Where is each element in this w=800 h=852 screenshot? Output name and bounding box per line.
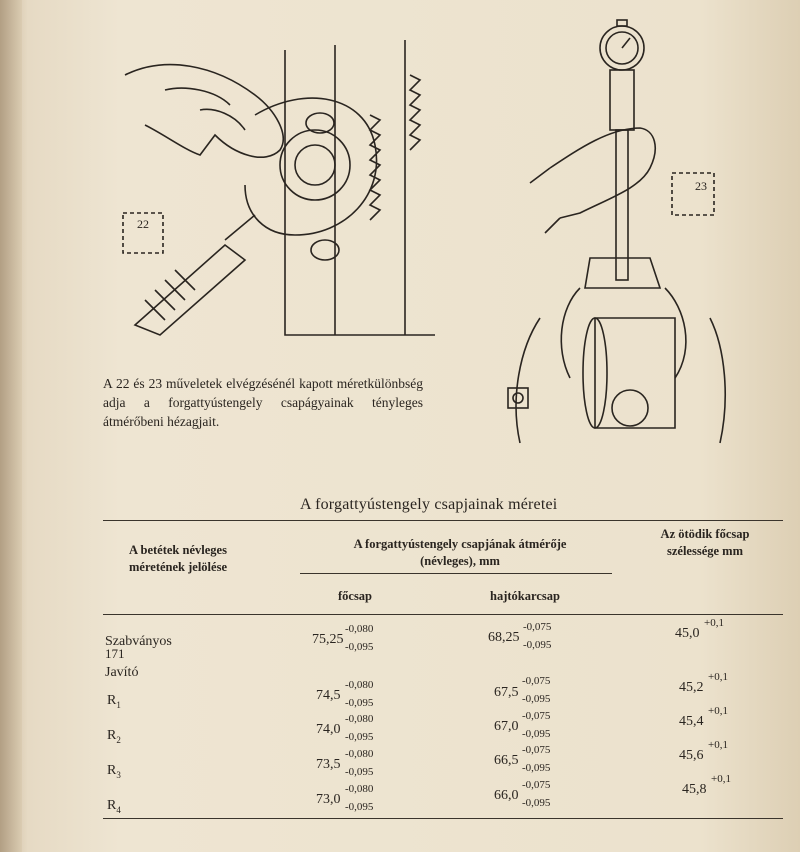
header-main-journal: főcsap bbox=[337, 589, 373, 603]
journal-width-value: 45,6 bbox=[679, 748, 704, 763]
main-journal-value: 75,25 bbox=[312, 632, 344, 647]
figure-23-label: 23 bbox=[695, 179, 707, 193]
figure-22-label: 22 bbox=[137, 217, 149, 231]
journal-width-value: 45,4 bbox=[679, 714, 704, 729]
main-journal-value: 73,0 bbox=[316, 792, 341, 807]
journal-width-tolerance: +0,1 bbox=[708, 739, 728, 751]
main-journal-value: 73,5 bbox=[316, 757, 341, 772]
row-label: $R_3$ bbox=[107, 763, 121, 780]
journal-width-value: 45,2 bbox=[679, 680, 704, 695]
row-label: $R_1$ bbox=[107, 693, 121, 710]
row-label: Szabványos bbox=[105, 634, 172, 649]
crankpin-value: 66,0 bbox=[494, 788, 519, 803]
header-bottom-rule bbox=[103, 614, 783, 615]
crankpin-tolerance: -0,075 -0,095 bbox=[522, 744, 551, 774]
crankpin-value: 68,25 bbox=[488, 630, 520, 645]
main-journal-tolerance: -0,080 -0,095 bbox=[345, 679, 374, 709]
table-bottom-rule bbox=[103, 818, 783, 819]
header-designation: A betétek névleges méretének jelölése bbox=[129, 543, 227, 574]
crankpin-tolerance: -0,075 -0,095 bbox=[522, 710, 551, 740]
journal-width-value: 45,8 bbox=[682, 782, 707, 797]
page-binding-shadow bbox=[0, 0, 22, 852]
row-label: Javító bbox=[105, 665, 139, 680]
table-title: A forgattyústengely csapjainak méretei bbox=[300, 496, 558, 513]
group-header-rule bbox=[300, 573, 612, 574]
row-label: $R_4$ bbox=[107, 798, 121, 815]
header-crankpin: hajtókarcsap bbox=[490, 589, 560, 603]
figure-23-dial-gauge-illustration bbox=[500, 18, 735, 448]
main-journal-tolerance: -0,080 -0,095 bbox=[345, 783, 374, 813]
crankpin-value: 67,5 bbox=[494, 685, 519, 700]
main-journal-value: 74,5 bbox=[316, 688, 341, 703]
main-journal-tolerance: -0,080 -0,095 bbox=[345, 623, 374, 653]
main-journal-value: 74,0 bbox=[316, 722, 341, 737]
main-journal-tolerance: -0,080 -0,095 bbox=[345, 748, 374, 778]
header-diameter-group: A forgattyústengely csapjának átmérője (névleges), mm bbox=[353, 537, 567, 568]
row-label: $R_2$ bbox=[107, 728, 121, 745]
crankpin-value: 66,5 bbox=[494, 753, 519, 768]
figure-caption: A 22 és 23 műveletek elvégzésénél kapott méretkülönbség adja a forgattyústengely csapágyainak tényleges átmérőbeni hézagjait. bbox=[103, 376, 423, 429]
crankpin-tolerance: -0,075 -0,095 bbox=[522, 779, 551, 809]
crankpin-tolerance: -0,075 -0,095 bbox=[523, 621, 552, 651]
crankpin-value: 67,0 bbox=[494, 719, 519, 734]
table-top-rule bbox=[103, 520, 783, 521]
figure-22-micrometer-illustration bbox=[105, 35, 435, 350]
header-fifth-journal-width: Az ötödik főcsap szélessége mm bbox=[660, 527, 750, 558]
journal-width-value: 45,0 bbox=[675, 626, 700, 641]
journal-width-tolerance: +0,1 bbox=[711, 773, 731, 785]
journal-width-tolerance: +0,1 bbox=[704, 617, 724, 629]
journal-width-tolerance: +0,1 bbox=[708, 705, 728, 717]
row-label-sub: 171 bbox=[105, 646, 125, 661]
crankpin-tolerance: -0,075 -0,095 bbox=[522, 675, 551, 705]
main-journal-tolerance: -0,080 -0,095 bbox=[345, 713, 374, 743]
journal-width-tolerance: +0,1 bbox=[708, 671, 728, 683]
